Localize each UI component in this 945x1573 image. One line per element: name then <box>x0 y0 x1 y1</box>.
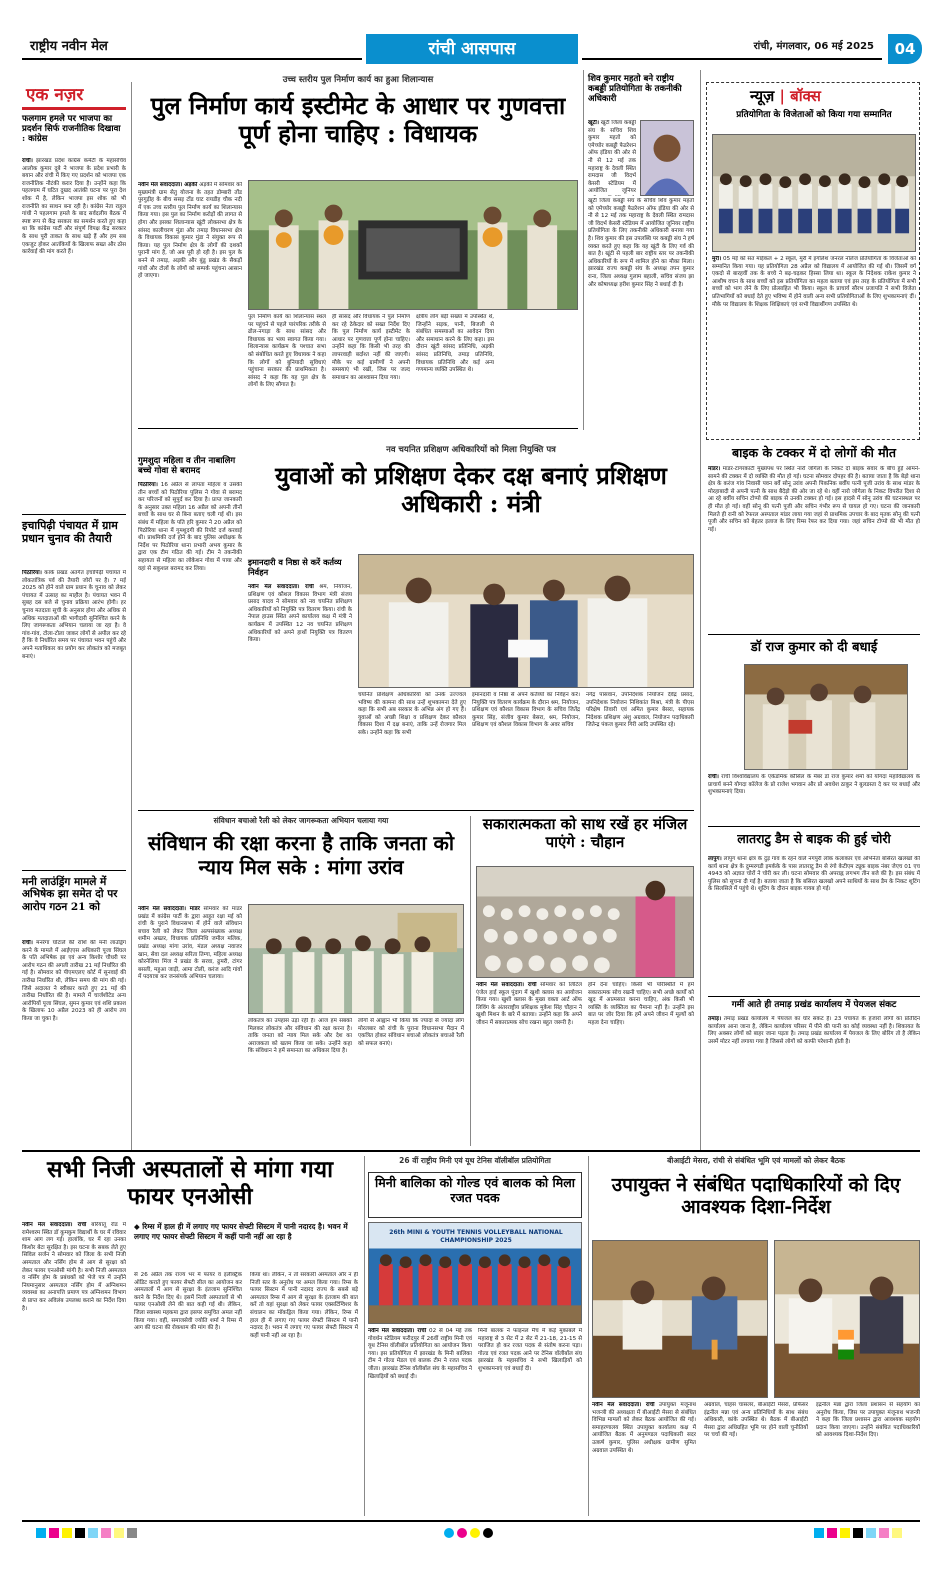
article-text: कांके प्रखंड अंतर्गत इचापिढ़ी पंचायत में लोकतांत्रिक पर्व की तैयारी जोरों पर है। 7 मई 2025 को होने वाले ग्राम प्रधान के चुनाव को लेकर पंचायत में उत्साह का माहौल है। पंचायत भवन में सुबह दस बजे से चुनाव प्रक्रिया आरंभ होगी। हर चुनाव मतदाता सूची के अनुसार होगा और अधिक से अधिक मतदाताओं की भागीदारी सुनिश्चित करने के लिए जागरूकता अभियान चलाया जा रहा है। वे गांव-गांव, टोला-टोला जाकर लोगों से अपील कर रहे हैं कि वे निर्धारित समय पर पंचायत भवन पहुंचें और अपने मताधिकार का प्रयोग कर लोकतंत्र को मजबूत बनाएं। <box>22 570 126 660</box>
ek-nazar-body <box>22 570 126 866</box>
cyan-tint-swatch <box>88 1528 98 1538</box>
bullet-icon: ◆ <box>134 1222 143 1231</box>
black-dot <box>483 1528 493 1538</box>
article-text: होने देना चाहिए। किसी भी परिस्थिति में हमें सकारात्मक सोच रखनी चाहिए। सभी अच्छे कार्यों को खुद में आत्मसात करना चाहिए, अंक किसी भी व्यक्ति के व्यक्तित्व का पैमाना नहीं है। उन्होंने इस बात पर जोर दिया कि हमें अपने जीवन में मूल्यों को महत्व देना चाहिए। <box>588 982 694 1026</box>
dateline: मांडर। <box>708 466 721 472</box>
kabaddi-body-top <box>588 120 636 196</box>
volleyball-kicker: 26 वीं राष्ट्रीय मिनी एवं यूथ टेनिस वॉलीबॉल प्रतियोगिता <box>399 1156 551 1165</box>
lead-col-2 <box>248 314 326 422</box>
bridge-ceremony-photo <box>248 180 578 310</box>
fire-noc-col-1 <box>22 1222 126 1514</box>
magenta-swatch <box>49 1528 59 1538</box>
championship-banner-text: 26th MINI & YOUTH TENNIS VOLLEYBALL NATIONAL CHAMPIONSHIP 2025 <box>389 1229 563 1244</box>
article-text: 05 मई को संत माईकल + 2 स्कूल, मुरी में इंगलिश जनरल नॉलेज प्रतियोगिता के विजेताओं को सम्मानित किया गया। यह प्रतियोगिता 28 अप्रैल को विद्यालय में आयोजित की गई थी। जिसमें वर्ग एकदो से बारहवीं तक के बच्चे ने बढ़-चढ़कर हिस्सा लिया था। स्कूल के निदेशक राकेश कुमार ने आशीष वचन के साथ बच्चों को इस प्रतियोगिता का महत्व बताया एवं इस तरह के प्रतियोगिता में सभी बच्चों को भाग लेने के लिए प्रोत्साहित भी किया। स्कूल के प्राचार्य सौरभ प्रजापति ने सभी विजेता प्रतिभागियों को बधाई देते हुए भविष्य में होने वाली अन्य सभी प्रतियोगिताओं के लिए शुभकामनाएं दीं। मौके पर विद्यालय के शिक्षक शिक्षिकाएं एवं सभी विद्यार्थीगण उपस्थित थे। <box>712 256 916 308</box>
khushi-class-photo <box>476 866 694 978</box>
dateline: पिठोरिया। <box>138 482 158 488</box>
dc-meeting-photo-1 <box>592 1240 768 1398</box>
page-number: 04 <box>888 34 922 64</box>
gumshuda-headline: गुमशुदा महिला व तीन नाबालिग बच्चे गोवा से बरामद <box>138 456 236 477</box>
byline: नवीन मेल संवाददाता। रांची <box>476 982 537 988</box>
kabaddi-body <box>588 198 694 424</box>
training-col-2 <box>358 692 466 804</box>
water-crisis-body <box>708 1016 920 1142</box>
article-text: खूंटी जिला कबड्डी संघ के सचिव शिव कुमार महतो को एमेच्योर कबड्डी फेडरेशन ऑफ इंडिया की ओर से नौ से 12 मई तक महाराष्ट्र के देवली स्थित रामदास जी विदर्भ केसरी स्टेडियम में आयोजित जूनियर राष्ट्रीय प्रतियोगिता के लिए तकनीकी अधिकारी बनाया गया है। शिव कुमार की इस उपलब्धि पर कबड्डी संघ ने हर्ष व्यक्त करते हुए कहा कि यह खूंटी के लिए गर्व की बात है। खूंटी से पहली बार राष्ट्रीय स्तर पर तकनीकी अधिकारियों के रूप में शामिल होने का मौका मिला। झारखंड राज्य कबड्डी संघ के अध्यक्ष तपन कुमार राना, जिला अध्यक्ष गुलाम बहाली, सचिव संजय झा और कोषाध्यक्ष हरीश कुमार सिंह ने बधाई दी है। <box>588 198 694 288</box>
cyan-dot <box>444 1528 454 1538</box>
bit-mesra-col-2 <box>704 1402 808 1514</box>
article-text: लोकतंत्र का उपहास उड़ा रही है। आज हम सबको मिलकर लोकतंत्र और संविधान की रक्षा करना है। ताकि जनता को न्याय मिल सके और देश का अराजकता को खतम किया जा सके। उन्होंने कहा कि संविधान ने हमें समानता का अधिकार दिया है। <box>248 1018 352 1055</box>
bike-accident-headline: बाइक के टक्कर में दो लोगों की मौत <box>731 445 896 460</box>
ek-nazar-headline: फलगाम हमले पर भाजपा का प्रदर्शन सिर्फ राजनीतिक दिखावा : कांग्रेस <box>22 114 121 145</box>
news-box-body <box>712 256 916 436</box>
bike-accident-body <box>708 466 920 630</box>
cyan-swatch <box>36 1528 46 1538</box>
column-divider <box>470 816 471 1146</box>
ek-nazar-column <box>22 82 126 1142</box>
article-text: खूंटी जिला कबड्डी संघ के सचिव शिव कुमार महतो को एमेच्योर कबड्डी फेडरेशन ऑफ इंडिया की ओर से नौ से 12 मई तक महाराष्ट्र के देवली स्थित रामदास जी विदर्भ केसरी स्टेडियम में आयोजित जूनियर <box>588 120 636 195</box>
article-text: उपायुक्त मंजूनाथ भजन्त्री की अध्यक्षता में बीआईटी मेसरा से संबंधित विभिन्न मामलों को लेकर बैठक आयोजित की गई। समाहरणालय स्थित उपायुक्त कार्यालय कक्ष में आयोजित बैठक में अनुमण्डल पदाधिकारी सदर उत्कर्ष कुमार, पुलिस अधीक्षक ग्रामीण सुमित अग्रवाल उपस्थित थे। <box>592 1402 696 1454</box>
fire-noc-subhead-text: रिम्स में हाल ही में लगाए गए फायर सेफ्टी सिस्टम में पानी नदारद है। भवन में लगाए गए फायर सेफ्टी सिस्टम में कहीं पानी नहीं आ रहा है <box>134 1222 348 1241</box>
yellow-dot <box>470 1528 480 1538</box>
fire-noc-subhead <box>134 1222 358 1268</box>
kabaddi-headline: शिव कुमार महतो बने राष्ट्रीय कबड्डी प्रतियोगिता के तकनीकी अधिकारी <box>588 74 682 105</box>
news-box-label <box>750 86 910 106</box>
dateline: तमाड़। <box>708 1016 722 1022</box>
lead-col-1 <box>138 182 242 422</box>
registration-marks-left <box>36 1528 137 1538</box>
magenta-swatch <box>827 1528 837 1538</box>
volleyball-col-2 <box>478 1328 582 1514</box>
article-text: चयनित प्रशिक्षण अधिकारियों को उनके उज्ज्वल भविष्य की कामना की साथ उन्हें शुभकामना देते हुए कहा कि सभी अब सरकार के अभिन्न अंग हो गए हैं। युवाओं को अच्छी शिक्षा व प्रशिक्षण देकर कौशल विकास दिशा में दक्ष बनाएं, ताकि उन्हें रोजगार मिल सके। उन्होंने कहा कि सभी <box>358 692 466 736</box>
label-separator-icon: | <box>774 87 791 105</box>
issue-date: रांची, मंगलवार, 06 मई 2025 <box>582 36 882 60</box>
latratu-headline: लातराटु डैम से बाइक की हुई चोरी <box>737 831 891 846</box>
article-text: झारखंड प्रदेश कांग्रेस कमेटी के महासचिव आलोक कुमार दूबे ने भाजपा के प्रदेश प्रभारी के बयान और रांची में किए गए प्रदर्शन को भाजपा एक राजनीतिक नौटंकी करार दिया है। उन्होंने कहा कि पहलगाम में घटित दुखद आतंकी घटना पर पूरा देश शोक में है, लेकिन भाजपा इस शोक को भी राजनीति का साधन बना रही है। कांग्रेस नेता राहुल गांधी ने पहलगाम हमले के बाद सर्वदलीय बैठक में स्पष्ट रूप से केंद्र सरकार का समर्थन करते हुए कहा था कि कांग्रेस पार्टी और संपूर्ण विपक्ष केंद्र सरकार के साथ पूरी ताकत के साथ खड़े हैं और हम सब एकजुट होकर आतंकियों के खिलाफ सख्त और ठोस कार्रवाई की मांग करते हैं। <box>22 158 126 256</box>
dateline: रांची। <box>22 158 33 164</box>
volleyball-col-1 <box>368 1328 472 1514</box>
byline: नवीन मेल संवाददाता। रांची <box>248 584 314 590</box>
cyan-swatch <box>814 1528 824 1538</box>
ek-nazar-label <box>22 82 126 110</box>
black-swatch <box>853 1528 863 1538</box>
training-subhead: इमानदारी व निष्ठा से करें कर्तव्य निर्वहन <box>248 557 342 577</box>
divider <box>708 634 920 635</box>
article-text: 16 अप्रैल से लापता महिला व उसकी तीन बच्चों को पिठोरिया पुलिस ने गोवा से बरामद कर परिजनों को सुपुर्द कर दिया है। प्राप्त जानकारी के अनुसार उक्त महिला 16 अप्रैल को अपनी तीनों बच्चों के साथ घर से बिना बताए चली गई थी। इस संबंध में महिला के पति हरि कुमार ने 20 अप्रैल को पिठोरिया थाना में गुमशुदगी की रिपोर्ट दर्ज करवाई थी। प्राथमिकी दर्ज होने के बाद पुलिस अधीक्षक के निर्देश पर पिठोरिया थाना प्रभारी अभय कुमार के द्वारा एक टीम गठित की गई। टीम ने तकनीकी सहायता से महिला का लोकेशन गोवा में पाया और वहां से सकुशल बरामद कर लिया। <box>138 482 242 572</box>
lead-col-3 <box>332 314 410 422</box>
article-text: तमाड़ प्रखंड कार्यालय में पेयजल का घोर संकट है। 23 पंचायत के हजारों लोगों का प्रतिदिन कार्यालय आना जाना है, लेकिन कार्यालय परिसर में पीने की पानी का कोई व्यवस्था नहीं है। शिकायत के लिए अक्सर लोगों को बाहर जाना पड़ता है। तमाड़ प्रखंड कार्यालय में पेयजल के लिए बोरिंग तो है लेकिन उसमें मोटर नहीं लगाया गया है जिससे लोगों को काफी परेशानी होती है। <box>708 1016 920 1045</box>
yellow-swatch <box>840 1528 850 1538</box>
byline: नवीन मेल संवाददाता। रांची <box>22 1222 87 1228</box>
news-box-label-b: बॉक्स <box>790 87 821 105</box>
byline: नवीन मेल संवाददाता। रांची <box>592 1402 655 1408</box>
divider <box>138 810 694 811</box>
article-text: मिनी बालक ने फाइनल मैच में कड़े मुकाबले में महाराष्ट्र से 3 सेट में 2 सेट में 21-18, 21-15 से पराजित हो कर रजत पदक से संतोष करना पड़ा। गोल्ड एवं रजत पदक आने पर टेनिस वॉलीबॉल संघ झारखंड के महासचिव ने सभी खिलाड़ियों को शुभकामनाएं एवं बधाई दी। <box>478 1328 582 1372</box>
magenta-tint-swatch <box>879 1528 889 1538</box>
training-kicker: नव चयनित प्रशिक्षण अधिकारियों को मिला नियुक्ति पत्र <box>386 445 556 455</box>
ek-nazar-headline: इचापिढ़ी पंचायत में ग्राम प्रधान चुनाव की तैयारी <box>22 519 118 545</box>
lead-kicker: उच्च स्तरीय पुल निर्माण कार्य का हुआ शिलान्यास <box>282 75 434 85</box>
article-text: रांची विश्वविद्यालय के एकेडमिक कौंसिल के मेंबर डॉ राज कुमार शर्मा को योगदा महाविद्यालय के प्राचार्य बनने योगदा कॉलेज के प्रो राजेश भगवान और प्रो अवधेश ठाकुर ने बुलडस्ता दे कर पर बधाई और शुभकामनाएं दिया। <box>708 774 920 796</box>
article-text: श्रम, नियोजन, प्रशिक्षण एवं कौशल विकास विभाग मंत्री संजय प्रसाद यादव ने सोमवार को नव चयनित प्रशिक्षण अधिकारियों को नियुक्ति पत्र वितरण किया। रांची के नेपाल हाउस स्थित अपने कार्यालय कक्ष में मंत्री ने कार्यक्रम में उपस्थित 12 नव चयनित प्रशिक्षण अधिकारियों को अपने हाथों नियुक्ति पत्र वितरण किया। <box>248 584 352 644</box>
training-col-1 <box>248 584 352 804</box>
byline: नवीन मेल संवाददाता। अड़की <box>138 182 198 188</box>
column-divider <box>131 82 132 1152</box>
divider <box>22 514 126 515</box>
article-text: 02 से 04 मई तक गोवर्धन स्टेडियम फरीदपुर में 26वीं राष्ट्रीय मिनी एवं यूथ टेनिस वॉलीबॉल प्रतियोगिता का आयोजन किया गया। इस प्रतियोगिता में झारखंड के मिनी बालिका टीम ने गोल्ड मेडल एवं बालक टीम ने रजत पदक जीता। झारखंड टेनिस वॉलीबॉल संघ के महासचिव ने खिलाड़ियों को बधाई दी। <box>368 1328 472 1380</box>
cyan-tint-swatch <box>866 1528 876 1538</box>
column-divider <box>583 70 584 430</box>
article-text: अड़की में सोमवार को मुख्यमंत्री ग्राम सेतु योजना के तहत डोम्बारी तोंड पुरगुड़ीह के बीच ससइ टोंड घाट रायडीह चौक नदी में एक उच्च स्तरीय पुल निर्माण कार्य का शिलान्यास किया गया। इस पुल का निर्माण करोड़ों की लागत से होगा और इसका शिलान्यास खूंटी लोकसभा क्षेत्र के सांसद कालीचरण मुंडा और तमाड़ विधानसभा क्षेत्र के विधायक विकास कुमार मुंडा ने संयुक्त रूप से किया। यह पुल निर्माण क्षेत्र के लोगों की दशकों पुरानी मांग है, जो अब पूरी हो रही है। इस पुल के बनने से तमाड़, अड़की और बुंडू प्रखंड के सैकड़ों गांवों और टोलों के लोगों को सम्पर्क पहुंचना आसान हो जाएगा। <box>138 182 242 280</box>
article-text: से 26 अप्रैल तक राज्य भर में फायर व इलेक्ट्रिक ऑडिट कराते हुए फायर सेफ्टी सील का आयोजन कर अस्पतालों में आग से सुरक्षा के इंतजाम सुनिश्चित करने के निर्देश दिए थे। इसमें निजी अस्पतालों से भी फायर एनओसी लेने की बात कही गई थी। लेकिन, जिला स्वास्थ्य महकमा द्वारा इसपर समुचित अमल नहीं किया गया। वहीं, समाजसेवी ज्योति शर्मा ने रिम्स में आग की घटना की रोकथाम की मांग की है। <box>134 1272 242 1332</box>
bit-mesra-headline: उपायुक्त ने संबंधित पदाधिकारियों को दिए आवश्यक दिशा-निर्देश <box>611 1174 901 1219</box>
article-text: सोमवार को मांडर प्रखंड में कांग्रेस पार्टी के द्वारा आहूत रक्षा मई को रांची के पुराने विधानसभा में होने वाले संविधान बचाव रैली को लेकर जिला अल्पसंख्यक अध्यक्ष शमीम अख्तर, विधायक प्रतिनिधि जमील मलिक, प्रखंड अध्यक्ष मांगा उरांव, मंडल अध्यक्ष नवाजर खान, सेवा दल अध्यक्ष सरिता तिग्गा, महिला अध्यक्ष कोरनेलिया मिंज ने प्रखंड के सरवा, ढुमरी, टांगर बसली, महुआ जाड़ी, आमा टोली, करंज आदि गांवों में पदयात्रा कर जनसंपर्क अभियान चलाया। <box>138 906 242 981</box>
lead-col-4 <box>416 314 494 422</box>
article-text: ही सांसद और विधायक ने पुल निर्माण कर रहे ठेकेदार को सख्त निर्देश दिए कि पुल निर्माण कार्य इस्टीमेट के आधार पर गुणवत्ता पूर्ण होना चाहिए। उन्होंने कहा कि किसी भी तरह की लापरवाही बर्दाश्त नहीं की जाएगी। मौके पर कई ग्रामीणों ने अपनी समस्याएं भी रखीं, जिस पर जल्द समाधान का आश्वासन दिया गया। <box>332 314 410 381</box>
fire-noc-headline: सभी निजी अस्पतालों से मांगा गया फायर एनओसी <box>46 1156 334 1211</box>
divider <box>22 1150 920 1152</box>
column-divider <box>588 1156 589 1516</box>
rally-campaign-photo <box>248 904 464 1014</box>
article-text: बरियातू रोड में रामेश्वरम स्थित डॉ कुमकुम विद्यार्थी के घर में रविवार शाम आग लग गई। हालांकि, घर में रहा उनका किशोर बेटा सुरक्षित है। इस घटना के सबक लेते हुए सिविल सर्जन ने सोमवार को जिला के सभी निजी अस्पताल और नर्सिंग होम से आग से सुरक्षा को लेकर फायर एनओसी मांगी है। सभी निजी अस्पताल व नर्सिंग होम के प्रबंधकों को भेजे पत्र में उन्होंने नियमानुसार अस्पताल नर्सिंग होम में अग्निशमन व्यवस्था का अनापत्ति प्रमाण पत्र अग्निशमन विभाग से प्राप्त कर अविलंब उपलब्ध कराने का निर्देश दिया है। <box>22 1222 126 1312</box>
divider <box>708 996 920 997</box>
column-divider <box>364 1156 365 1516</box>
article-text: पुल निर्माण कार्य का शिलान्यास स्थल पर पहुंचने से पहले पारंपरिक तरीके से ढोल-नगाड़ा के साथ सांसद और विधायक का भव्य स्वागत किया गया। शिलान्यास कार्यक्रम के पश्चात सभा को संबोधित करते हुए विधायक ने कहा कि लोगों को बुनियादी सुविधाएं पहुंचाना सरकार की प्राथमिकता है। सांसद ने कहा कि यह पुल क्षेत्र के लोगों के लिए सौगात है। <box>248 314 326 389</box>
byline: नवीन मेल संवाददाता। रांची <box>368 1328 427 1334</box>
volleyball-team-photo <box>368 1222 582 1324</box>
news-box-label-a: न्यूज़ <box>750 87 775 105</box>
samvidhan-col-1 <box>138 906 242 1144</box>
newspaper-name: राष्ट्रीय नवीन मेल <box>22 36 362 60</box>
article-text: मनरेगा घोटाले की राशि की मनी लाउंड्रिंग करने के मामले में आईएएस अधिकारी पूजा सिंघल के पति अभिषेक झा एवं अन्य किशोर चौधरी पर आरोप गठन की अगली तारीख 21 मई निर्धारित की गई है। सोमवार को पीएमएलए कोर्ट में सुनवाई की तारीख निर्धारित थी, लेकिन समय की मांग की गई। जिसे अदालत ने स्वीकार करते हुए 21 मई की तारीख निर्धारित की है। मामले में चार्जशीटेड अन्य आरोपियों पूजा सिंघल, सुमन कुमार एवं शशि प्रकाश के खिलाफ 10 अप्रैल 2023 को ही आरोप तय किया जा चुका है। <box>22 940 126 1022</box>
dateline: लापुंग। <box>708 856 722 862</box>
magenta-dot <box>457 1528 467 1538</box>
dateline: खूंटी। <box>588 120 599 126</box>
article-text: क्षेत्रीय लोग बड़ी संख्या में उपस्थित थे, जिन्होंने सड़क, पानी, बिजली से संबंधित समस्याओं का आवेदन दिया और समाधान करने के लिए कहा। इस दौरान खूंटी सांसद प्रतिनिधि, अड़की सांसद प्रतिनिधि, तमाड़ प्रतिनिधि, विधायक प्रतिनिधि और कई अन्य गणमान्य व्यक्ति उपस्थित थे। <box>416 314 494 374</box>
grey-swatch <box>127 1528 137 1538</box>
samvidhan-col-3 <box>358 1018 464 1144</box>
dateline: रांची। <box>708 774 719 780</box>
article-text: इमानदारी व निष्ठा से अपने कर्तव्यों का निर्वहन करें। नियुक्ति पत्र वितरण कार्यक्रम के दौरान श्रम, नियोजन, प्रशिक्षण एवं कौशल विकास विभाग के सचिव जितेंद्र कुमार सिंह, संजीव कुमार बेसरा, श्रम, नियोजन, प्रशिक्षण एवं कौशल विकास विभाग के अवर सचिव <box>472 692 580 729</box>
column-divider <box>700 70 701 1150</box>
masthead <box>22 34 922 64</box>
training-headline: युवाओं को प्रशिक्षण देकर दक्ष बनाएं प्रशिक्षण अधिकारी : मंत्री <box>275 461 667 519</box>
divider <box>708 826 920 827</box>
samvidhan-kicker: संविधान बचाओ रैली को लेकर जागरूकता अभियान चलाया गया <box>213 816 389 825</box>
fire-noc-col-2 <box>134 1272 242 1514</box>
dateline: रांची। <box>22 940 33 946</box>
section-title: रांची आसपास <box>366 34 578 64</box>
raj-kumar-body <box>708 774 920 822</box>
article-text: इंद्रनील मन्ना द्वारा जिला प्रशासन से सहयोग का अनुरोध किया, जिस पर उपायुक्त मंजूनाथ भजन्त्री ने कहा कि जिला प्रशासन द्वारा आवश्यक सहयोग प्रदान किया जाएगा। उन्होंने संबंधित पदाधिकारियों को आवश्यक दिशा-निर्देश दिए। <box>816 1402 920 1439</box>
shiv-kumar-portrait <box>640 120 694 196</box>
article-text: लोगों से आह्वान भी किया कि ज्यादा से ज्यादा लोग मोरलबार को रांची के पुराना विधानसभा मैदान में एकत्रित होकर संविधान बचाओ लोकतंत्र बचाओ रैली को सफल बनाएं। <box>358 1018 464 1047</box>
bit-mesra-col-3 <box>816 1402 920 1514</box>
black-swatch <box>75 1528 85 1538</box>
yellow-tint-swatch <box>892 1528 902 1538</box>
article-text: अग्रवाल, चाहस चांसलर, बीआईटी मेसरा, प्रोफेसर इंद्रनील मन्ना एवं अन्य प्रतिनिधियों के साथ संबंध अधिकारी, कांके उपस्थित थे। बैठक में बीआईटी मेसरा द्वारा अधिग्रहित भूमि पर होने वाली चुनौतियों पर चर्चा की गई। <box>704 1402 808 1439</box>
volleyball-headline: मिनी बालिका को गोल्ड एवं बालक को मिला रजत पदक <box>375 1175 575 1205</box>
article-text: नगेंद्र पासवान, उपनिदेशक नियोजन देवेंद्र प्रसाद, उपनिदेशक नियोजन निशिकांत मिश्रा, मंत्री के पीएस परिक्षेष तिवारी एवं अमित कुमार बेसरा, सहायक निदेशक प्रशिक्षण अंशु अग्रवाल, नियोजन पदाधिकारी जितेन्द्र पंकज कुमार गिरी आदि उपस्थित रहे। <box>586 692 694 729</box>
ek-nazar-body <box>22 158 126 510</box>
divider <box>138 428 578 429</box>
training-col-4 <box>586 692 694 804</box>
students-award-photo <box>712 134 916 252</box>
byline: नवीन मेल संवाददाता। मांडर <box>138 906 200 912</box>
bit-mesra-col-1 <box>592 1402 696 1514</box>
article-text: सोमवार को लिटिल एंजेल हाई स्कूल पुंदाग में खुशी क्लास का आयोजन किया गया। खुशी क्लास के मुख्य वक्ता आर्ट ऑफ लिविंग के अंतरराष्ट्रीय प्रशिक्षक मुकेश सिंह चौहान ने खुशी मिशन के बारे में बताया। उन्होंने कहा कि अपने जीवन में सकारात्मक सोच रखना बहुत जरूरी है। <box>476 982 582 1026</box>
divider <box>22 870 126 871</box>
article-text: मांडर-टांगरकाटी मुख्यपथ पर स्थित नारो जोगेला के निकट दो बाइक सवार के बीच हुई आमने-सामने की टक्कर में दो व्यक्ति की मौत हो गई। घटना सोमवार दोपहर की है। बताया जाता है कि बेड़ो थाना क्षेत्र के करंज गांव निवासी पवन बर्वे सोनू उरांव अपनी पिकनिक बर्वीय पत्नी पूजी उरांव के साथ मांडर के मोरहाबादी से अपनी पत्नी के साथ बैदेड़ो की ओर जा रहे थे। वहीं नारो जोगेला के निकट विपरीत दिशा से आ रहे बर्वीय सचिन टोप्पो की बाइक से उनकी टक्कर हो गई। इस हादसे में सोनू उरांव की घटनास्थल पर ही मौत हो गई। वहीं सोनू की पत्नी पूजी और सचिन गंभीर रूप से घायल हो गए। घटना की जानकारी मिलते ही रानी को रेफरल अस्पताल मांडर लाया गया जहां से प्राथमिक उपचार के बाद मृतक सोनू की पत्नी पूजी और सचिन को बेहतर इलाज के लिए रिम्स रेफर कर दिया गया। जहां सचिन टोप्पो की भी मौत हो गई। <box>708 466 920 533</box>
yellow-swatch <box>62 1528 72 1538</box>
registration-marks-right <box>814 1528 902 1538</box>
dateline: मुरी। <box>712 256 722 262</box>
water-crisis-headline: गर्मी आते ही तमाड़ प्रखंड कार्यालय में पेयजल संकट <box>731 1000 897 1010</box>
samvidhan-col-2 <box>248 1018 352 1144</box>
news-box-headline: प्रतियोगिता के विजेताओं को किया गया सम्मानित <box>736 110 892 120</box>
footer-rule <box>22 1520 920 1522</box>
lead-headline: पुल निर्माण कार्य इस्टीमेट के आधार पर गुणवत्ता पूर्ण होना चाहिए : विधायक <box>150 91 566 149</box>
training-col-3 <box>472 692 580 804</box>
fire-noc-col-3 <box>250 1272 358 1514</box>
raj-kumar-headline: डॉ राज कुमार को दी बधाई <box>750 640 878 655</box>
latratu-body <box>708 856 920 992</box>
ek-nazar-label-text: एक नज़र <box>26 85 84 105</box>
gumshuda-body <box>138 482 242 804</box>
chauhan-col-2 <box>588 982 694 1144</box>
yellow-tint-swatch <box>114 1528 124 1538</box>
chauhan-col-1 <box>476 982 582 1144</box>
magenta-tint-swatch <box>101 1528 111 1538</box>
ek-nazar-headline: मनी लाउंड्रिंग मामले में अभिषेक झा समेत दो पर आरोप गठन 21 को <box>22 876 118 913</box>
dc-meeting-photo-2 <box>774 1240 920 1398</box>
article-text: किया था। लेकिन, न तो सरकारी अस्पताल और न ही निजी स्तर के अनुरोध पर अमल किया गया। रिम्स के फायर सिस्टम में पानी नदारद राज्य के सबसे बड़े अस्पताल रिम्स में आग से सुरक्षा के इंतजाम की बात करें तो यहां सुरक्षा को लेकर फायर एक्सटिंग्विशर के संचालन का मॉकड्रिल किया गया। लेकिन, रिम्स में हाल ही में लगाए गए फायर सेफ्टी सिस्टम में पानी नदारद है। भवन में लगाए गए फायर सेफ्टी सिस्टम में कहीं पानी नहीं आ रहा है। <box>250 1272 358 1339</box>
article-text: लापुंग थाना क्षेत्र के दुड़ गांव के रहने वाले नगपुरी लोक कलाकार एवं अभिनेता बसिरत खलखो की कार्य थाना क्षेत्र के दुम्मरगडी इमर्कके के पास लातराटु डैम से रंगो केटीएम ट्यूक बाइक नंबर जेएच 01 एच 4943 को अज्ञात चोरों ने चोरी कर ली। घटना सोमवार की अपराह्न लगभग तीन बजे की है। इस संबंध में पुलिस को सूचना दी गई है। बताया जाता है कि बसिरत खलखो अपने साथियों के साथ डैम के निकट शूटिंग के सिलसिले में पहुंचे थे। शूटिंग के दौरान बाइक गायब हो गई। <box>708 856 920 893</box>
appointment-letter-photo <box>358 554 694 688</box>
chauhan-headline: सकारात्मकता को साथ रखें हर मंजिल पाएंगे : चौहान <box>482 815 688 851</box>
registration-marks-center <box>444 1528 493 1538</box>
dateline: पिठोरिया। <box>22 570 42 576</box>
bit-mesra-kicker: बीआईटी मेसरा, रांची से संबंधित भूमि एवं मामलों को लेकर बैठक <box>667 1156 845 1165</box>
samvidhan-headline: संविधान की रक्षा करना है ताकि जनता को न्याय मिल सके : मांगा उरांव <box>148 831 454 879</box>
raj-kumar-felicitation-photo <box>744 664 908 770</box>
